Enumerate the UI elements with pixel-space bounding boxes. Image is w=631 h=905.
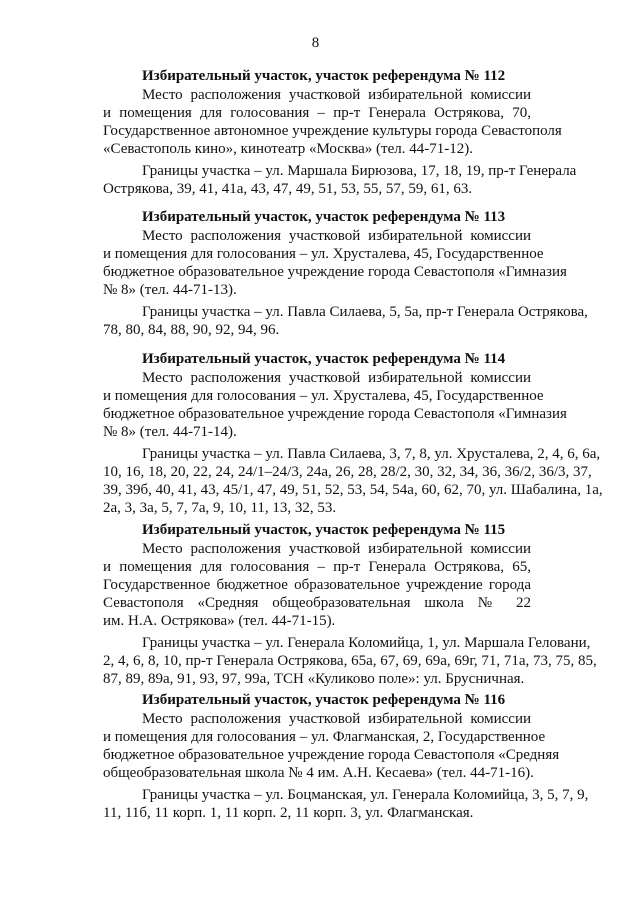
boundary-line: 10, 16, 18, 20, 22, 24, 24/1–24/3, 24а, 26, 28, 28/2, 30, 32, 34, 36, 36/2, 36/3, 37,: [103, 464, 592, 480]
location-line: Севастополя «Средняя общеобразовательная школа № 22: [103, 595, 531, 611]
section-113: [103, 208, 588, 339]
section-heading: Избирательный участок, участок референдума № 112: [142, 68, 506, 84]
location-line: № 8» (тел. 44-71-13).: [103, 282, 237, 298]
location-line: Место расположения участковой избирательной комиссии: [142, 87, 531, 103]
boundary-line: Границы участка – ул. Генерала Коломийца, 1, ул. Маршала Геловани,: [142, 635, 591, 651]
location-line: общеобразовательная школа № 4 им. А.Н. Кесаева» (тел. 44-71-16).: [103, 765, 534, 781]
section-116: [103, 691, 589, 822]
location-line: Место расположения участковой избирательной комиссии: [142, 711, 531, 727]
section-114: [103, 350, 603, 517]
location-line: и помещения для голосования – ул. Хрусталева, 45, Государственное: [103, 246, 544, 262]
location-line: бюджетное образовательное учреждение города Севастополя «Гимназия: [103, 406, 567, 422]
boundary-line: 39, 39б, 40, 41, 43, 45/1, 47, 49, 51, 52, 53, 54, 54а, 60, 62, 70, ул. Шабалина, 1а,: [103, 482, 603, 498]
boundary-line: Границы участка – ул. Маршала Бирюзова, 17, 18, 19, пр-т Генерала: [142, 163, 577, 179]
location-line: и помещения для голосования – ул. Хрусталева, 45, Государственное: [103, 388, 544, 404]
location-line: Место расположения участковой избирательной комиссии: [142, 541, 531, 557]
boundary-line: 87, 89, 89а, 91, 93, 97, 99а, ТСН «Куликово поле»: ул. Брусничная.: [103, 671, 525, 687]
location-line: Государственное бюджетное образовательное учреждение города: [103, 577, 531, 593]
section-heading: Избирательный участок, участок референдума № 116: [142, 692, 506, 708]
boundary-line: Границы участка – ул. Боцманская, ул. Генерала Коломийца, 3, 5, 7, 9,: [142, 787, 589, 803]
location-line: «Севастополь кино», кинотеатр «Москва» (тел. 44-71-12).: [103, 141, 473, 157]
location-line: Государственное автономное учреждение культуры города Севастополя: [103, 123, 562, 139]
location-line: и помещения для голосования – пр-т Генерала Острякова, 70,: [103, 105, 531, 121]
section-112: [103, 67, 577, 198]
section-heading: Избирательный участок, участок референдума № 114: [142, 351, 506, 367]
boundary-line: 11, 11б, 11 корп. 1, 11 корп. 2, 11 корп. 3, ул. Флагманская.: [103, 805, 474, 821]
location-line: бюджетное образовательное учреждение города Севастополя «Гимназия: [103, 264, 567, 280]
section-heading: Избирательный участок, участок референдума № 115: [142, 522, 506, 538]
location-line: им. Н.А. Острякова» (тел. 44-71-15).: [103, 613, 336, 629]
page-number: 8: [311, 35, 320, 51]
location-line: и помещения для голосования – пр-т Генерала Острякова, 65,: [103, 559, 531, 575]
boundary-line: 2, 4, 6, 8, 10, пр-т Генерала Острякова, 65а, 67, 69, 69а, 69г, 71, 71а, 73, 75, 85,: [103, 653, 597, 669]
boundary-line: Острякова, 39, 41, 41а, 43, 47, 49, 51, 53, 55, 57, 59, 61, 63.: [103, 181, 473, 197]
boundary-line: 2а, 3, 3а, 5, 7, 7а, 9, 10, 11, 13, 32, 53.: [103, 500, 337, 516]
boundary-line: 78, 80, 84, 88, 90, 92, 94, 96.: [103, 322, 280, 338]
location-line: Место расположения участковой избирательной комиссии: [142, 228, 531, 244]
section-115: [103, 521, 597, 688]
location-line: бюджетное образовательное учреждение города Севастополя «Средняя: [103, 747, 560, 763]
location-line: № 8» (тел. 44-71-14).: [103, 424, 237, 440]
location-line: Место расположения участковой избирательной комиссии: [142, 370, 531, 386]
section-heading: Избирательный участок, участок референдума № 113: [142, 209, 506, 225]
boundary-line: Границы участка – ул. Павла Силаева, 5, 5а, пр-т Генерала Острякова,: [142, 304, 588, 320]
boundary-line: Границы участка – ул. Павла Силаева, 3, 7, 8, ул. Хрусталева, 2, 4, 6, 6а,: [142, 446, 601, 462]
location-line: и помещения для голосования – ул. Флагманская, 2, Государственное: [103, 729, 546, 745]
